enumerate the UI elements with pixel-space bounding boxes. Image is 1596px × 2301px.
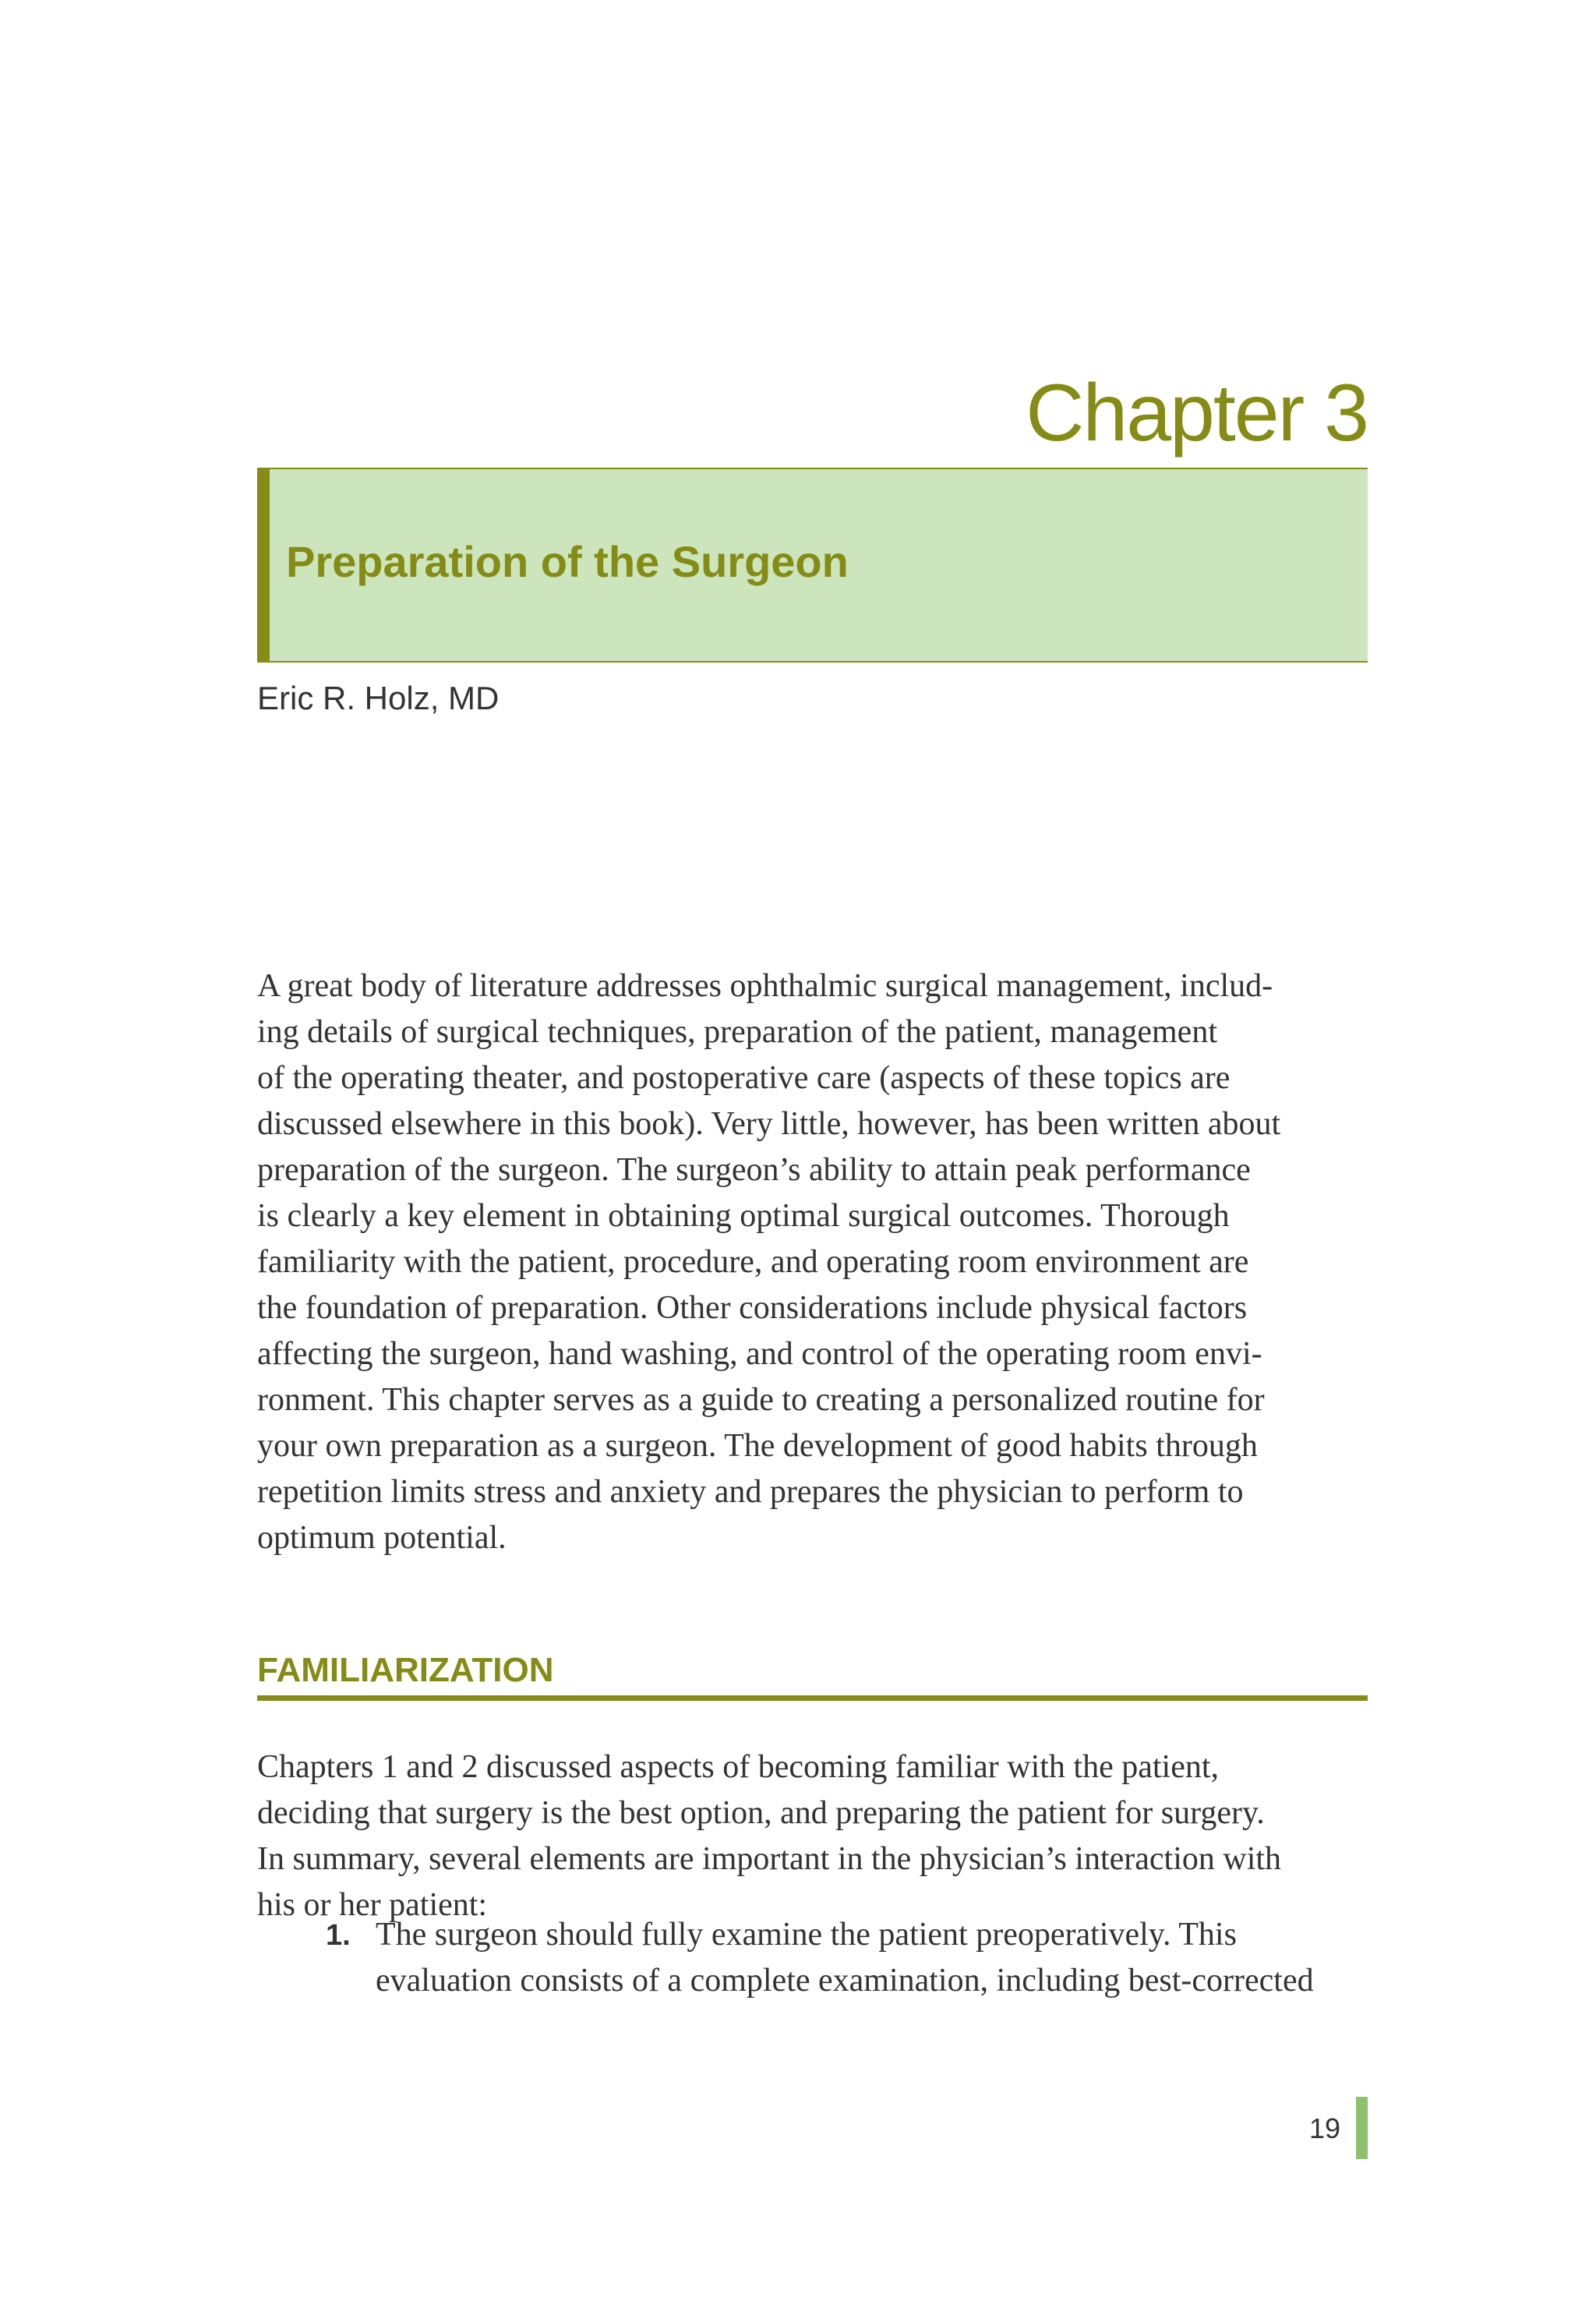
list-item-number: 1.	[326, 1919, 351, 1952]
intro-line: of the operating theater, and postoperative care (aspects of these topics are	[257, 1060, 1231, 1096]
section-line: Chapters 1 and 2 discussed aspects of becoming familiar with the patient,	[257, 1749, 1220, 1785]
intro-line: the foundation of preparation. Other considerations include physical factors	[257, 1290, 1248, 1326]
intro-line: discussed elsewhere in this book). Very little, however, has been written about	[257, 1106, 1281, 1142]
intro-line: familiarity with the patient, procedure, and operating room environment are	[257, 1244, 1249, 1280]
section-line: In summary, several elements are important in the physician’s interaction with	[257, 1841, 1282, 1877]
intro-line: A great body of literature addresses ophthalmic surgical management, includ-	[257, 968, 1273, 1004]
section-heading: FAMILIARIZATION	[257, 1651, 1368, 1701]
page-number-accent-bar	[1356, 2097, 1368, 2159]
section-line: his or her patient:	[257, 1887, 488, 1923]
chapter-title: Preparation of the Surgeon	[286, 537, 849, 586]
section-paragraph	[257, 1744, 1368, 1928]
intro-line: ing details of surgical techniques, preparation of the patient, management	[257, 1014, 1217, 1050]
list-item-line: The surgeon should fully examine the patient preoperatively. This	[376, 1917, 1237, 1953]
intro-line: is clearly a key element in obtaining optimal surgical outcomes. Thorough	[257, 1198, 1230, 1234]
intro-line: optimum potential.	[257, 1520, 507, 1556]
chapter-accent-bar	[257, 468, 270, 663]
list-item-text	[376, 1912, 1373, 2004]
author-name: Eric R. Holz, MD	[257, 680, 500, 716]
chapter-label: Chapter 3	[1026, 368, 1368, 458]
section-line: deciding that surgery is the best option, and preparing the patient for surgery.	[257, 1795, 1265, 1831]
intro-line: affecting the surgeon, hand washing, and control of the operating room envi-	[257, 1336, 1262, 1372]
intro-line: ronment. This chapter serves as a guide to creating a personalized routine for	[257, 1382, 1265, 1418]
intro-line: preparation of the surgeon. The surgeon’s ability to attain peak performance	[257, 1152, 1251, 1188]
intro-line: your own preparation as a surgeon. The development of good habits through	[257, 1428, 1258, 1464]
list-item-line: evaluation consists of a complete examination, including best-corrected	[376, 1963, 1314, 1999]
intro-line: repetition limits stress and anxiety and prepares the physician to perform to	[257, 1474, 1244, 1510]
intro-paragraph	[257, 963, 1368, 1561]
page-number: 19	[1308, 2112, 1340, 2144]
